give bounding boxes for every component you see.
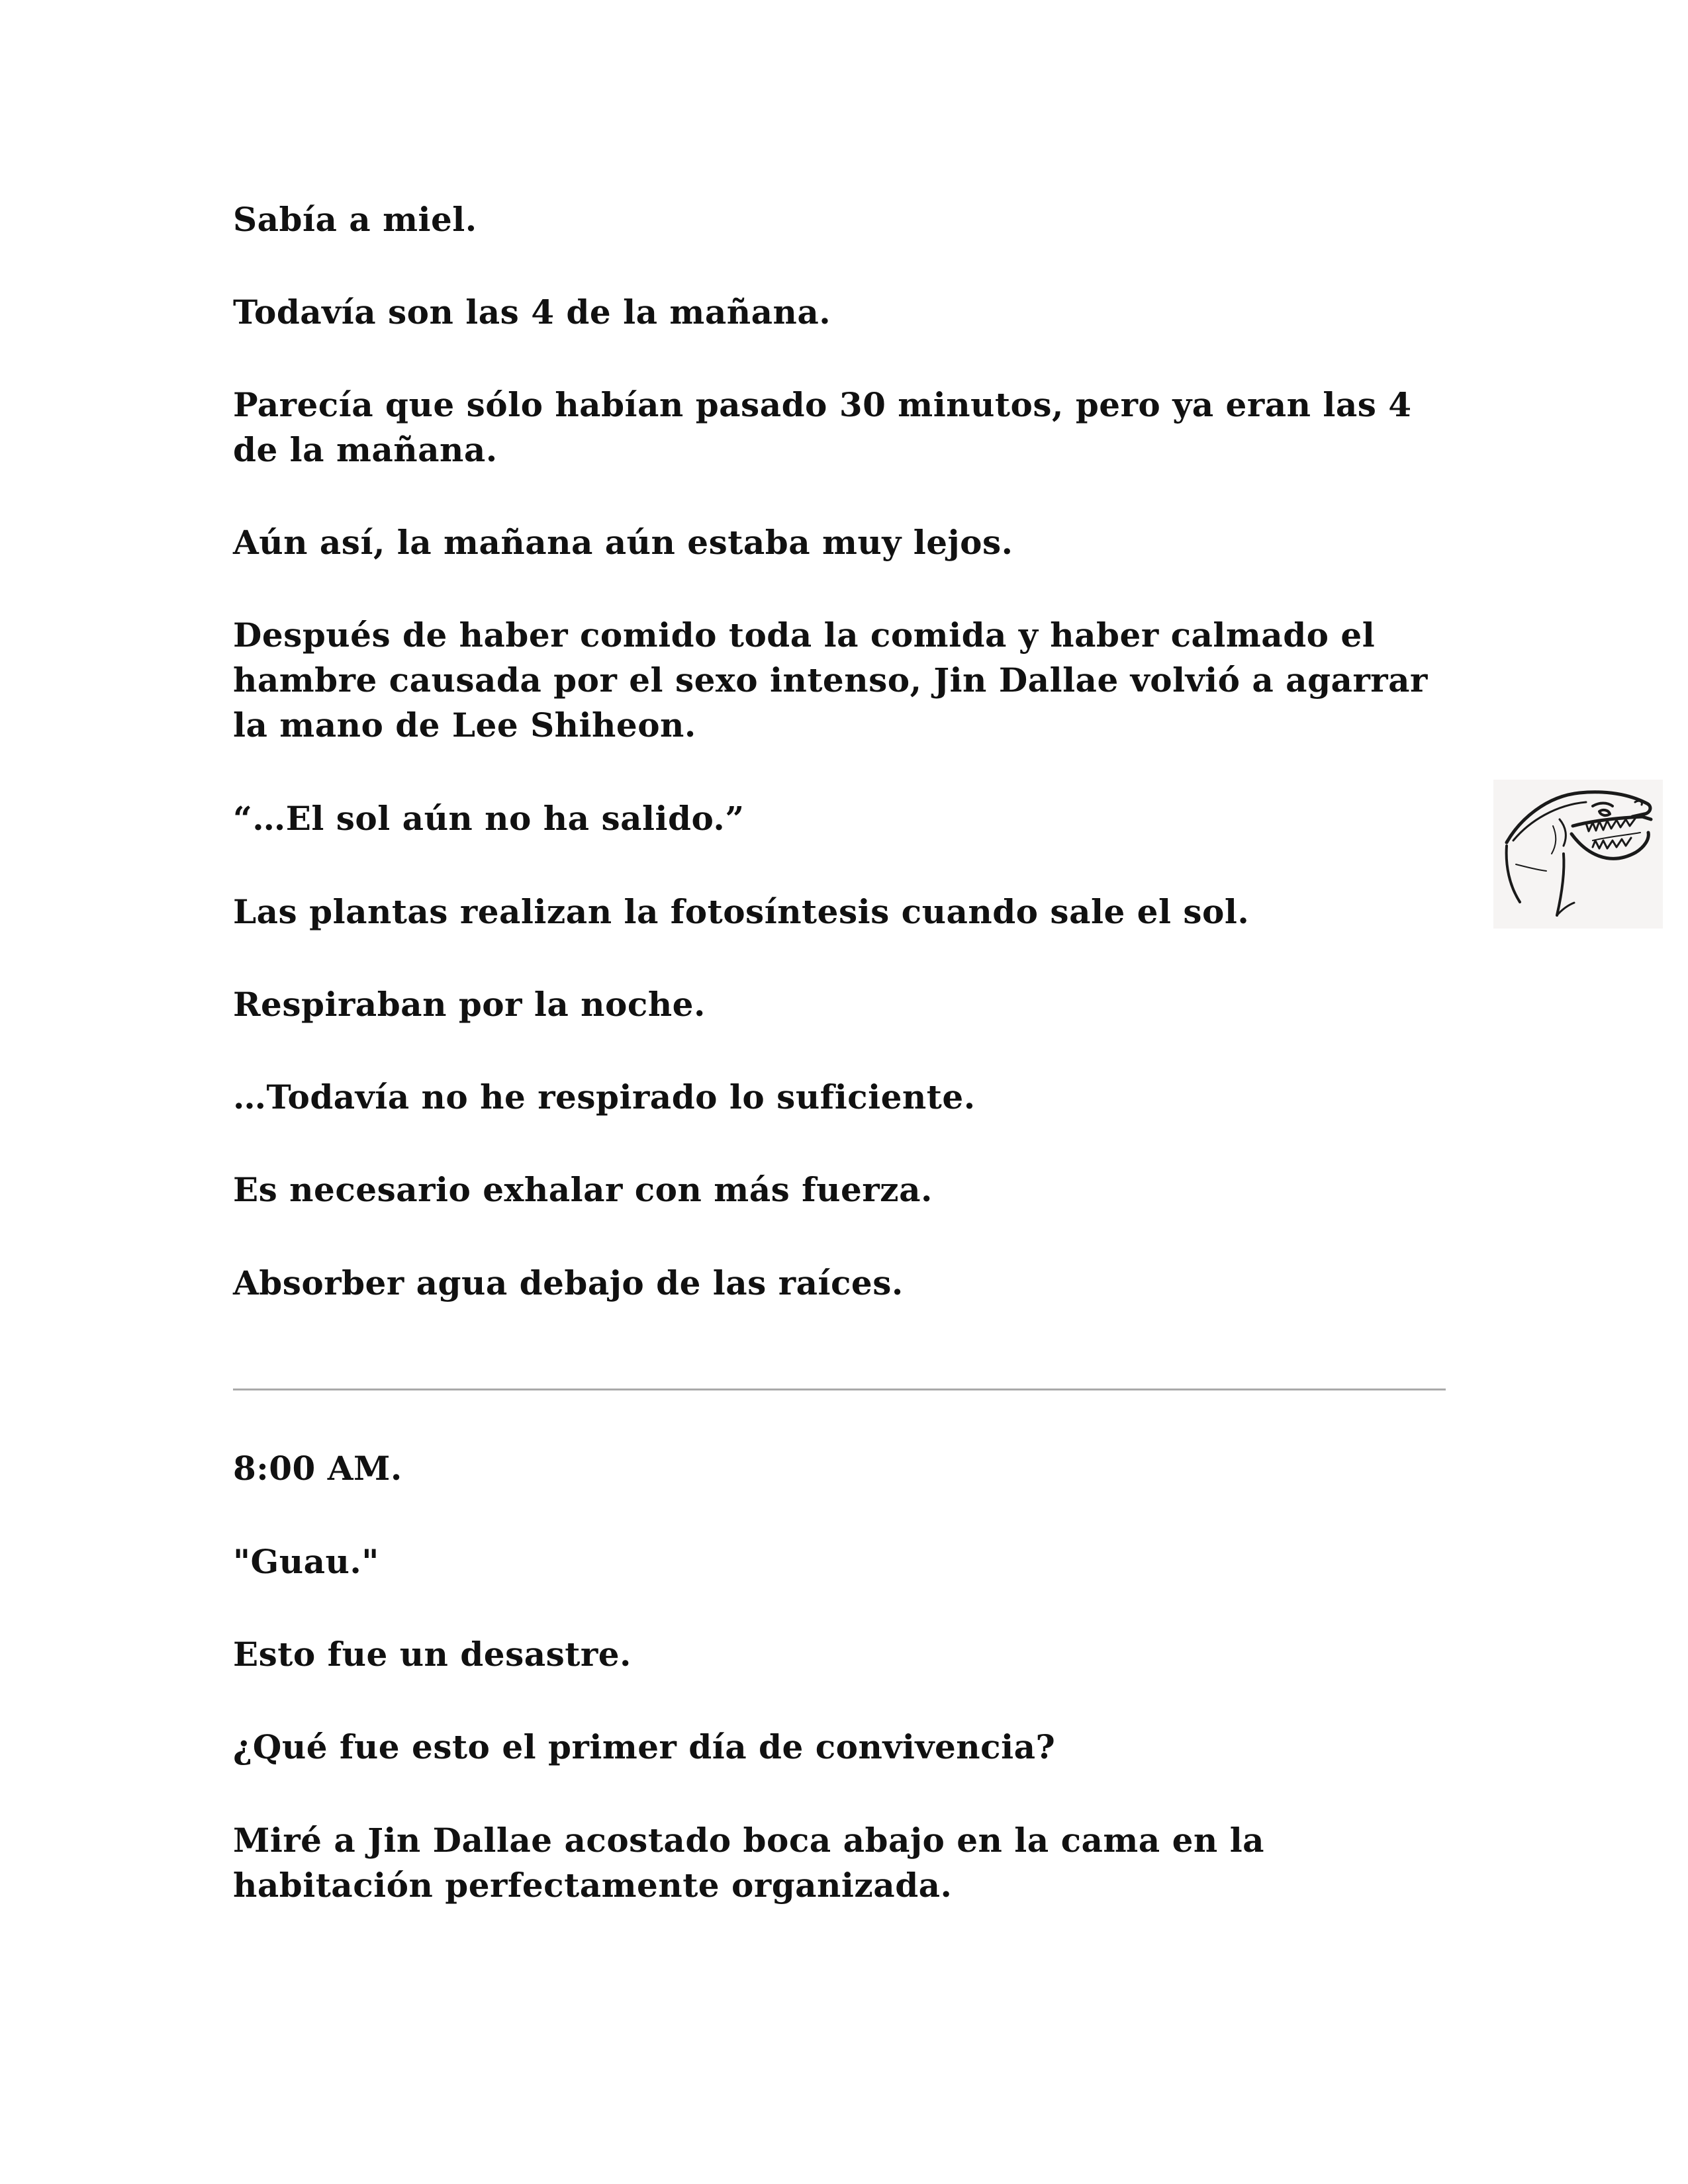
paragraph-text: Respiraban por la noche. bbox=[233, 985, 706, 1024]
paragraph bbox=[233, 1167, 1458, 1212]
dinosaur-head-sketch-icon bbox=[1493, 780, 1663, 929]
paragraph bbox=[233, 889, 1458, 934]
paragraph bbox=[233, 383, 1458, 473]
paragraph bbox=[233, 1818, 1458, 1908]
paragraph bbox=[233, 613, 1458, 748]
paragraph-text: …Todavía no he respirado lo suficiente. bbox=[233, 1077, 976, 1116]
paragraph-text: Esto fue un desastre. bbox=[233, 1635, 632, 1674]
paragraph bbox=[233, 1725, 1458, 1770]
section-divider bbox=[233, 1388, 1446, 1390]
paragraph bbox=[233, 197, 1458, 242]
paragraph bbox=[233, 1539, 1458, 1584]
paragraph bbox=[233, 1632, 1458, 1677]
paragraph bbox=[233, 1075, 1458, 1120]
paragraph-text: Después de haber comido toda la comida y haber calmado el hambre causada por el sexo intenso, Jin Dallae volvió a agarrar la mano de Lee Shiheon. bbox=[233, 615, 1428, 745]
paragraph-text: Todavía son las 4 de la mañana. bbox=[233, 293, 831, 332]
paragraph bbox=[233, 1446, 1458, 1491]
paragraph-text: "Guau." bbox=[233, 1542, 379, 1581]
paragraph-text: 8:00 AM. bbox=[233, 1449, 402, 1488]
paragraph-text: Miré a Jin Dallae acostado boca abajo en la cama en la habitación perfectamente organizada. bbox=[233, 1821, 1265, 1905]
paragraph-text: “…El sol aún no ha salido.” bbox=[233, 799, 745, 838]
paragraph-text: ¿Qué fue esto el primer día de convivencia? bbox=[233, 1727, 1056, 1766]
paragraph-text: Parecía que sólo habían pasado 30 minutos, pero ya eran las 4 de la mañana. bbox=[233, 385, 1412, 469]
paragraph bbox=[233, 290, 1458, 335]
paragraph-text: Aún así, la mañana aún estaba muy lejos. bbox=[233, 523, 1013, 562]
paragraph bbox=[233, 1261, 1458, 1306]
paragraph bbox=[233, 520, 1458, 565]
paragraph bbox=[233, 796, 1458, 841]
paragraph-text: Sabía a miel. bbox=[233, 200, 477, 239]
paragraph-text: Las plantas realizan la fotosíntesis cuando sale el sol. bbox=[233, 892, 1250, 931]
paragraph-text: Absorber agua debajo de las raíces. bbox=[233, 1263, 904, 1302]
paragraph-text: Es necesario exhalar con más fuerza. bbox=[233, 1170, 933, 1209]
paragraph bbox=[233, 982, 1458, 1027]
